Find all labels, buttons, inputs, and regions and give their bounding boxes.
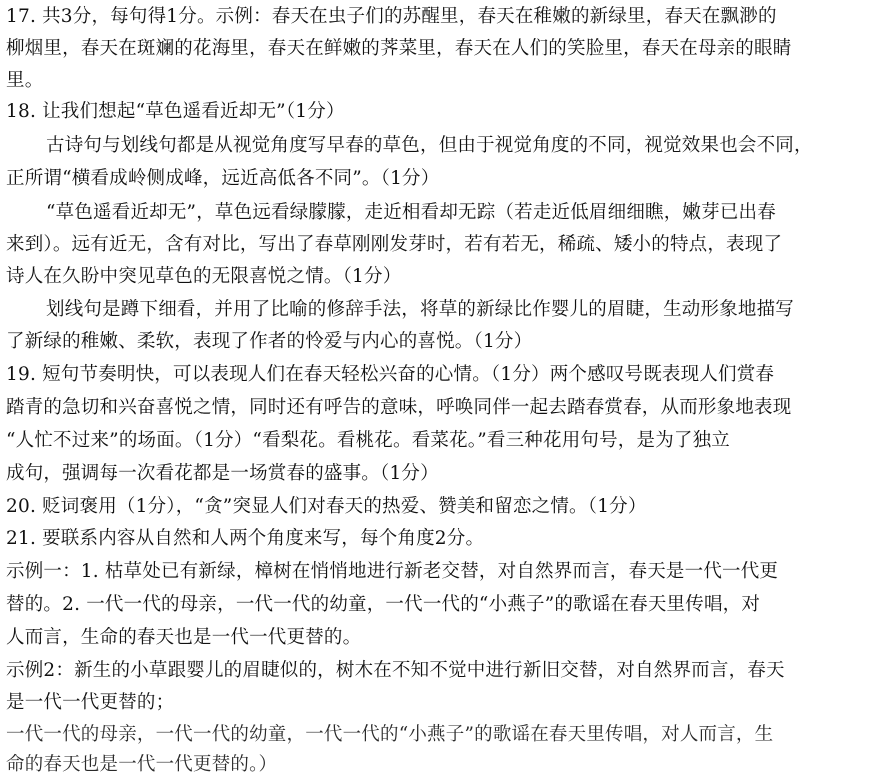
text-line-q21-heading: 21. 要联系内容从自然和人两个角度来写，每个角度2分。 bbox=[6, 528, 485, 549]
text-line-q19-3: “人忙不过来”的场面。（1分）“看梨花。看桃花。看菜花。”看三种花用句号，是为了独立 bbox=[6, 430, 731, 451]
text-line-q18-heading: 18. 让我们想起“草色遥看近却无”（1分） bbox=[6, 101, 345, 122]
text-line-q18-para1-1: 古诗句与划线句都是从视觉角度写早春的草色，但由于视觉角度的不同，视觉效果也会不同， bbox=[46, 135, 813, 156]
text-line-q21-example1-1: 示例一：1. 枯草处已有新绿，樟树在悄悄地进行新老交替，对自然界而言，春天是一代一代更 bbox=[6, 561, 779, 582]
text-line-q17-1: 17. 共3分，每句得1分。示例：春天在虫子们的苏醒里，春天在稚嫩的新绿里，春天在飘渺的 bbox=[6, 6, 777, 27]
text-line-q21-example1-3: 人而言，生命的春天也是一代一代更替的。 bbox=[6, 627, 362, 648]
text-line-q19-4: 成句，强调每一次看花都是一场赏春的盛事。（1分） bbox=[6, 463, 439, 484]
text-line-q19-1: 19. 短句节奏明快，可以表现人们在春天轻松兴奋的心情。（1分）两个感叹号既表现人们赏春 bbox=[6, 364, 775, 385]
text-line-q18-para2-2: 来到）。远有近无，含有对比，写出了春草刚刚发芽时，若有若无，稀疏、矮小的特点，表现了 bbox=[6, 234, 783, 255]
text-line-q21-example2-4: 命的春天也是一代一代更替的。） bbox=[6, 754, 278, 775]
text-line-q21-example2-3: 一代一代的母亲，一代一代的幼童，一代一代的“小燕子”的歌谣在春天里传唱，对人而言，生 bbox=[6, 724, 774, 745]
text-line-q17-2: 柳烟里，春天在斑斓的花海里，春天在鲜嫩的荠菜里，春天在人们的笑脸里，春天在母亲的眼睛 bbox=[6, 38, 792, 59]
text-line-q18-para2-3: 诗人在久盼中突见草色的无限喜悦之情。（1分） bbox=[6, 266, 402, 287]
text-line-q20: 20. 贬词褒用（1分），“贪”突显人们对春天的热爱、赞美和留恋之情。（1分） bbox=[6, 496, 647, 517]
text-line-q18-para2-1: “草色遥看近却无”，草色远看绿朦朦，走近相看却无踪（若走近低眉细细瞧，嫩芽已出春 bbox=[46, 202, 776, 223]
text-line-q18-para3-1: 划线句是蹲下细看，并用了比喻的修辞手法，将草的新绿比作婴儿的眉睫，生动形象地描写 bbox=[46, 299, 795, 320]
text-line-q19-2: 踏青的急切和兴奋喜悦之情，同时还有呼告的意味，呼唤同伴一起去踏春赏春，从而形象地表现 bbox=[6, 397, 792, 418]
text-line-q18-para1-2: 正所谓“横看成岭侧成峰，远近高低各不同”。（1分） bbox=[6, 168, 440, 189]
text-line-q21-example1-2: 替的。2. 一代一代的母亲，一代一代的幼童，一代一代的“小燕子”的歌谣在春天里传唱，对 bbox=[6, 594, 761, 615]
text-line-q18-para3-2: 了新绿的稚嫩、柔软，表现了作者的怜爱与内心的喜悦。（1分） bbox=[6, 331, 533, 352]
text-line-q21-example2-1: 示例2：新生的小草跟婴儿的眉睫似的，树木在不知不觉中进行新旧交替，对自然界而言，春天 bbox=[6, 660, 785, 681]
text-line-q17-3: 里。 bbox=[6, 70, 44, 91]
text-line-q21-example2-2: 是一代一代更替的； bbox=[6, 692, 175, 713]
